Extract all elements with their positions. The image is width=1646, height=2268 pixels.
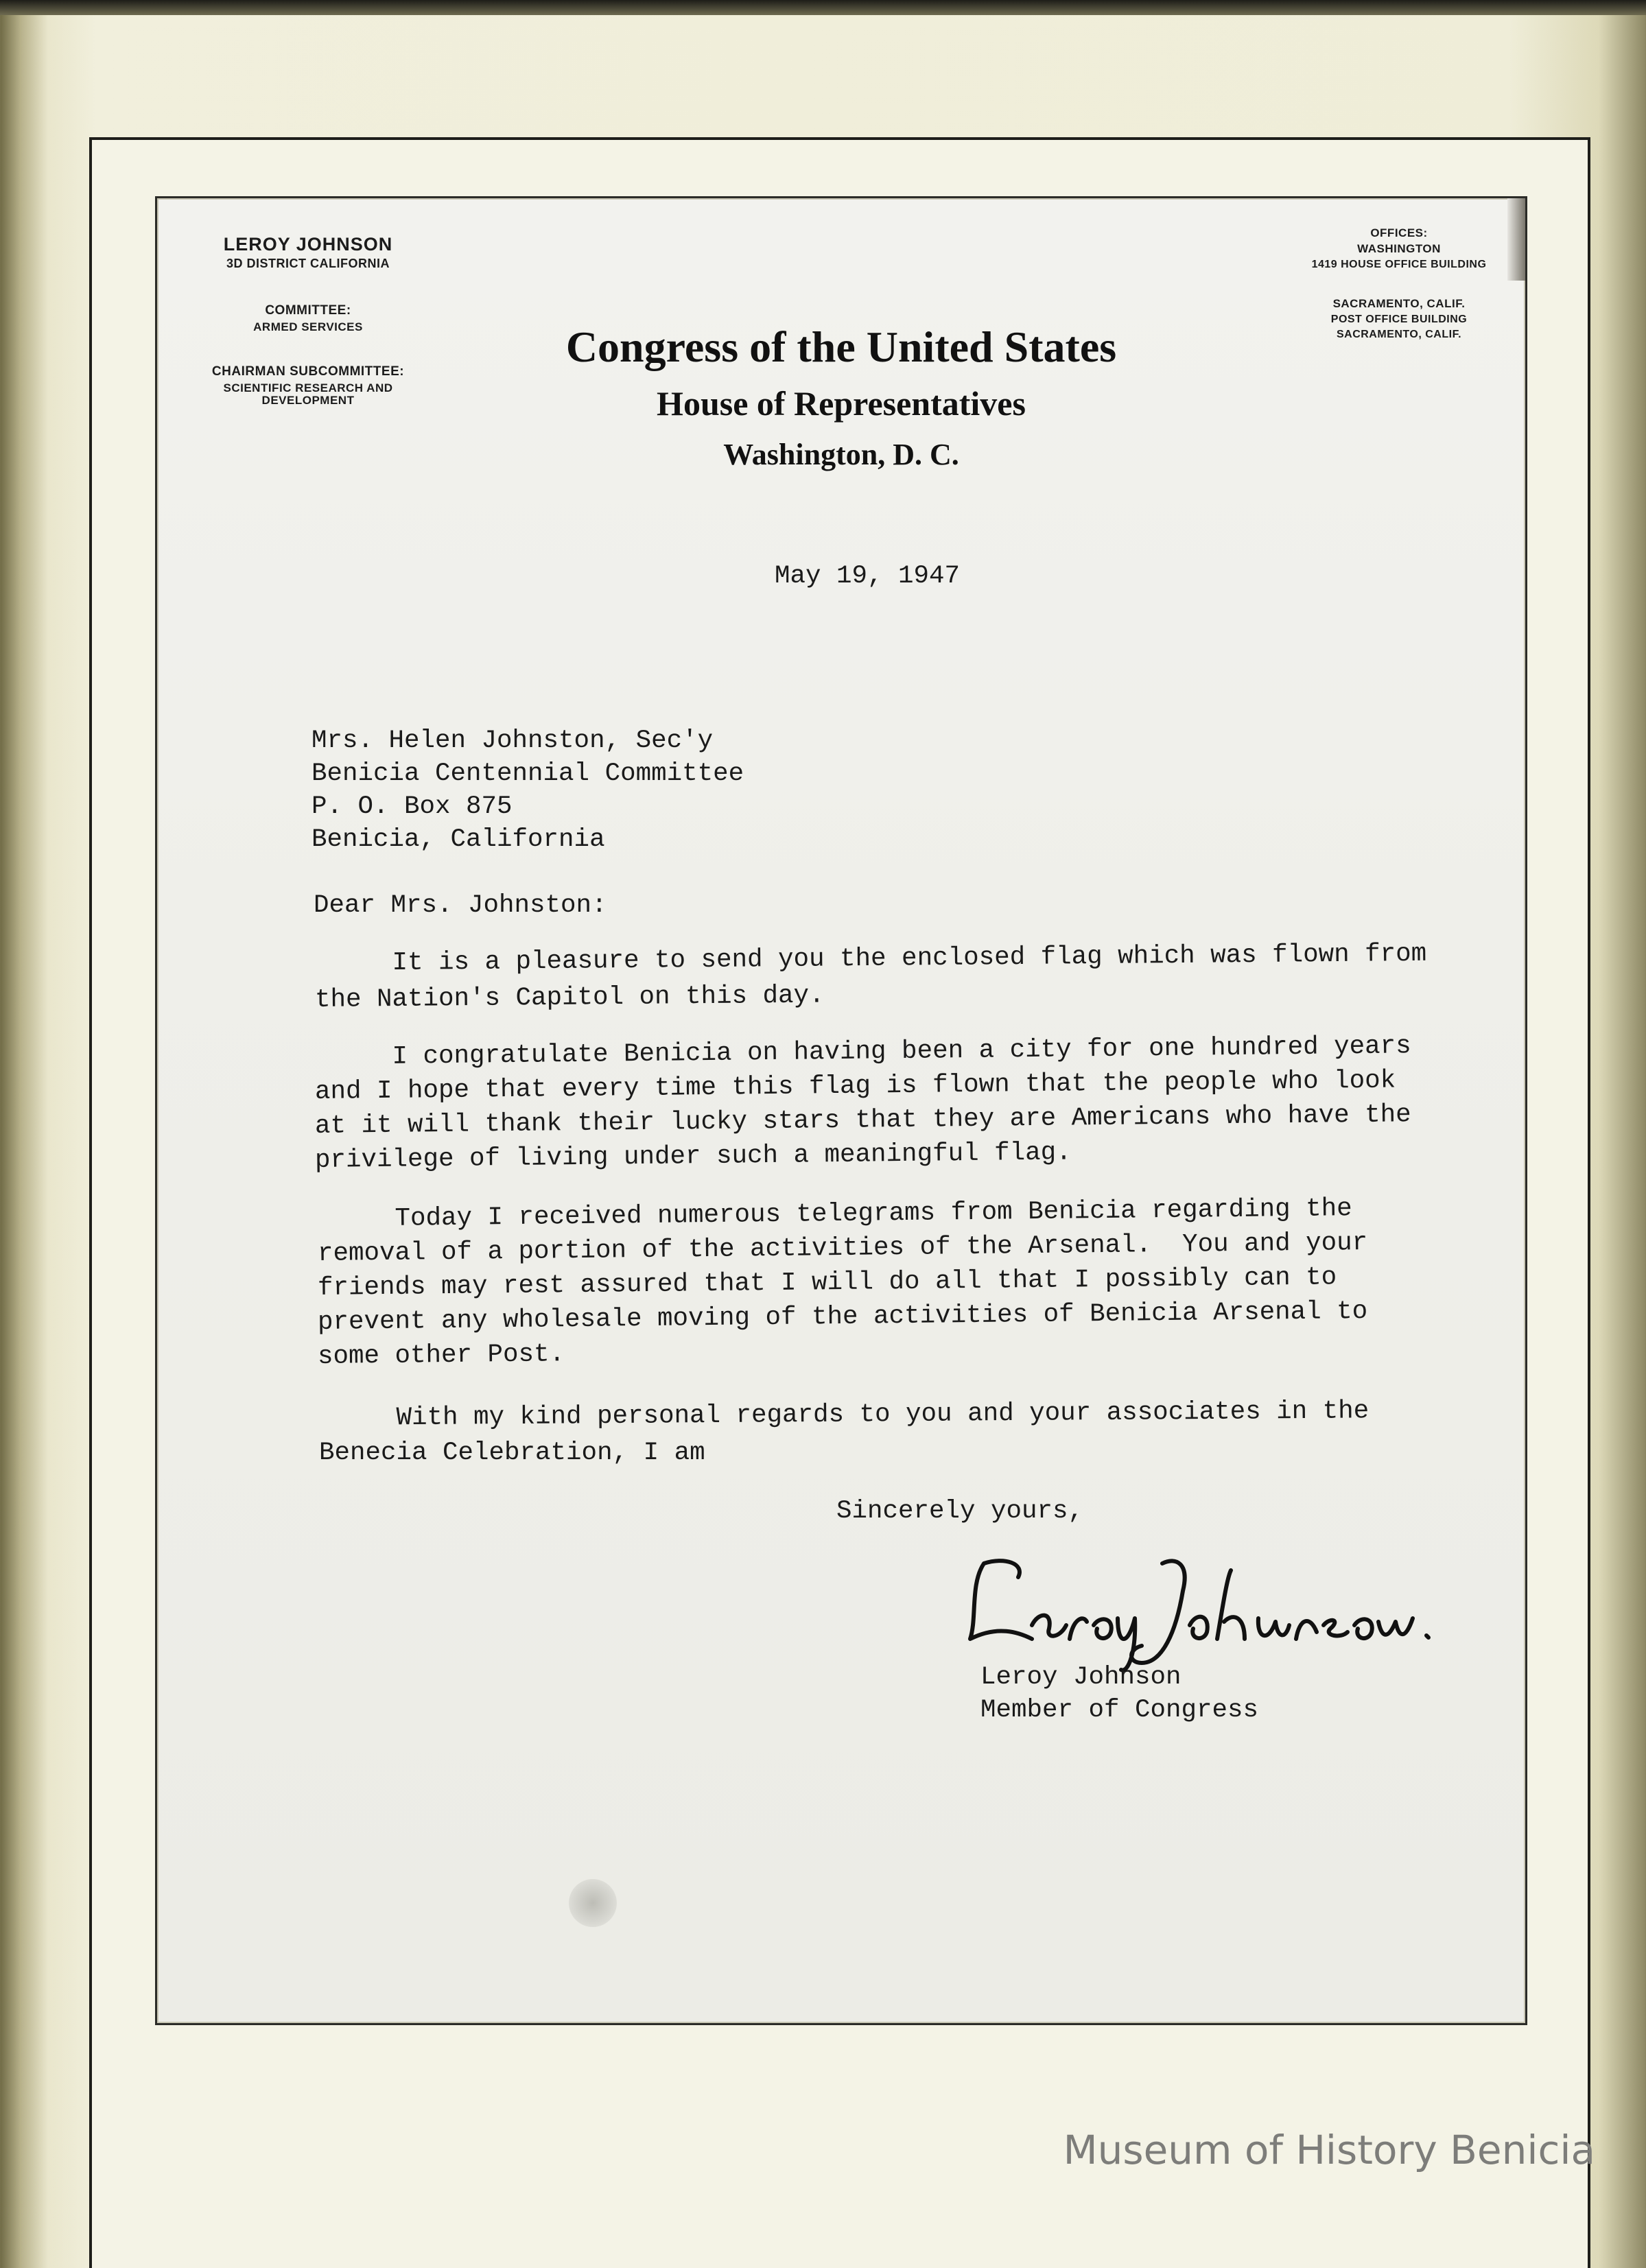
letterhead-congress: Congress of the United States — [565, 322, 1117, 371]
committee-label: COMMITTEE: — [265, 303, 351, 318]
letter-date: May 19, 1947 — [775, 562, 961, 591]
body-line: Today I received numerous telegrams from Benicia regarding the — [317, 1194, 1352, 1234]
museum-watermark: Museum of History Benicia — [1063, 2127, 1595, 2173]
salutation: Dear Mrs. Johnston: — [314, 891, 607, 920]
body-line: removal of a portion of the activities of the Arsenal. You and your — [317, 1228, 1368, 1268]
body-line: and I hope that every time this flag is flown that the people who look — [314, 1066, 1396, 1107]
body-line: prevent any wholesale moving of the activities of Benicia Arsenal to — [317, 1297, 1368, 1337]
signer-name: Leroy Johnson — [980, 1663, 1181, 1692]
subcommittee-label: CHAIRMAN SUBCOMMITTEE: — [211, 364, 405, 379]
congressman-name: LEROY JOHNSON — [223, 234, 393, 255]
district: 3D DISTRICT CALIFORNIA — [226, 257, 390, 270]
address-line: Benicia Centennial Committee — [311, 759, 744, 788]
body-line: Benecia Celebration, I am — [319, 1439, 705, 1467]
letter-page — [155, 196, 1527, 2025]
committee-name: ARMED SERVICES — [253, 320, 363, 333]
body-line: the Nation's Capitol on this day. — [314, 981, 825, 1015]
body-line: privilege of living under such a meaningful flag. — [314, 1138, 1072, 1175]
address-line: Benicia, California — [311, 825, 605, 854]
office-sacramento-2: SACRAMENTO, CALIF. — [1336, 329, 1462, 340]
body-line: With my kind personal regards to you and your associates in the — [318, 1397, 1369, 1433]
address-line: P. O. Box 875 — [311, 792, 513, 821]
office-washington-building: 1419 HOUSE OFFICE BUILDING — [1311, 258, 1487, 270]
subcommittee-line-1: SCIENTIFIC RESEARCH AND — [223, 381, 393, 394]
office-sacramento: SACRAMENTO, CALIF. — [1332, 297, 1466, 311]
body-line: I congratulate Benicia on having been a city for one hundred years — [314, 1032, 1411, 1072]
address-line: Mrs. Helen Johnston, Sec'y — [311, 727, 714, 755]
signer-title: Member of Congress — [980, 1696, 1259, 1725]
letterhead-right — [1275, 226, 1522, 342]
letterhead-washington: Washington, D. C. — [723, 438, 959, 471]
body-line: at it will thank their lucky stars that they are Americans who have the — [314, 1100, 1411, 1141]
frame-top-edge — [0, 0, 1646, 15]
letterhead-house: House of Representatives — [657, 384, 1026, 423]
handwritten-signature — [956, 1536, 1437, 1673]
closing: Sincerely yours, — [836, 1497, 1084, 1526]
paper-smudge — [569, 1879, 617, 1927]
body-line: some other Post. — [317, 1340, 565, 1371]
office-post-office-building: POST OFFICE BUILDING — [1330, 314, 1468, 326]
subcommittee-line-2: DEVELOPMENT — [261, 394, 355, 407]
body-line: It is a pleasure to send you the enclosed flag which was flown from — [314, 939, 1427, 978]
offices-label: OFFICES: — [1370, 226, 1428, 239]
body-line: friends may rest assured that I will do all that I possibly can to — [317, 1263, 1337, 1303]
office-washington: WASHINGTON — [1357, 241, 1441, 255]
